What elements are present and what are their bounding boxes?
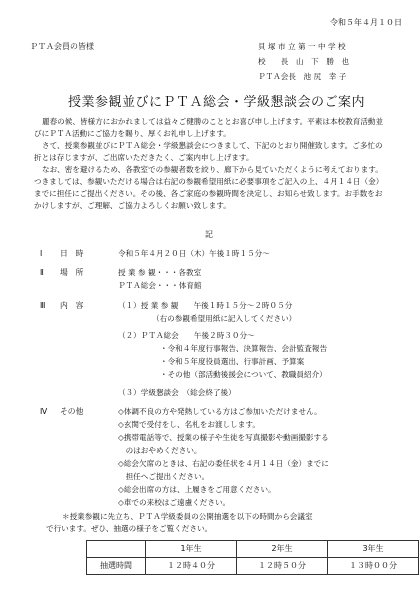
paragraph-greeting: 麗春の候、皆様方におかれましては益々ご健勝のこととお喜び申し上げます。平素は本校教育活動並びにＰＴＡ活動にご協力を賜り、厚くお礼申し上げます。	[34, 117, 384, 138]
item-place-label: 場 所	[60, 268, 84, 277]
table-row	[87, 558, 419, 575]
sender-school: 貝 塚 市 立 第 一 中 学 校	[258, 42, 346, 51]
item-other-number: Ⅳ	[40, 407, 48, 416]
ki-heading: 記	[205, 230, 213, 239]
lottery-time-table	[86, 540, 419, 575]
table-corner-cell	[87, 541, 146, 558]
row-header: 抽選時間	[87, 558, 146, 575]
column-header: 1年生	[146, 541, 237, 558]
content-sub2-bullet: ・令和４年度行事報告、決算報告、会計監査報告	[160, 344, 328, 353]
content-sub1-note: （右の参観希望用紙に記入してください）	[152, 314, 297, 323]
content-sub3: （３）学級懇談会 （総会終了後）	[118, 388, 236, 397]
recipient: ＰＴＡ会員の皆様	[30, 42, 94, 51]
content-sub2: （２）ＰＴＡ総会 午後２時３０分～	[118, 331, 255, 340]
item-content-label: 内 容	[60, 301, 84, 310]
footnote-line: ＊授業参観に先立ち、ＰＴＡ学級委員の公開抽選を以下の時間から会議室	[62, 512, 313, 521]
table-cell: １３時００分	[328, 558, 419, 575]
item-datetime-number: Ⅰ	[40, 249, 43, 258]
item-datetime-label: 日 時	[60, 249, 84, 258]
footnote-line: で行います。ぜひ、抽選の様子をご覧ください。	[46, 524, 213, 533]
other-line: ◇総会出席の方は、上履きをご用意ください。	[118, 485, 276, 494]
other-line: ◇携帯電話等で、授業の様子や生徒を写真撮影や動画撮影する	[118, 433, 329, 442]
table-header-row	[87, 541, 419, 558]
column-header: 2年生	[237, 541, 328, 558]
other-line: ◇玄関で受付をし、名札をお渡しします。	[118, 420, 260, 429]
item-datetime-value: 令和５年４月２０日（木）午後１時１５分～	[118, 249, 270, 258]
page-title: 授業参観並びにＰＴＡ総会・学級懇談会のご案内	[68, 95, 366, 110]
other-line: ◇車での来校はご遠慮ください。	[118, 498, 231, 507]
paragraph-announcement: さて、授業参観並びにＰＴＡ総会・学級懇談会につきまして、下記のとおり開催致します。ご多忙の折とは存じますが、ご出席いただきたく、ご案内申し上げます。	[34, 141, 383, 162]
table-cell: １２時５０分	[237, 558, 328, 575]
other-line: ◇総会欠席のときは、右記の委任状を４月１４日（金）までに	[118, 459, 329, 468]
other-line: のはおやめください。	[118, 446, 202, 455]
item-place-line: 授 業 参 観・・・各教室	[118, 268, 202, 277]
item-place-number: Ⅱ	[40, 268, 44, 277]
paragraph-notice: なお、密を避けるため、各教室での参観者数を絞り、廊下から見ていただくように考えております。つきましては、参観いただける場合は右記の参観希望用紙に必要事項をご記入の上、４月１４日（金）までに担任にご提出ください。その後、各ご家庭の参観時間を決定し、お知らせ致します。お手数をおかけしますが、ご理解、ご協力よろしくお願い致します。	[34, 165, 384, 210]
item-place-line: ＰＴＡ総会・・・体育館	[118, 281, 202, 290]
sender-principal: 校 長 山 下 勝 也	[258, 57, 350, 66]
content-sub2-bullet: ・その他（部活動後援会について、教職員紹介）	[160, 370, 327, 379]
other-line: 担任へご提出ください。	[118, 472, 210, 481]
content-sub2-bullet: ・令和５年度役員選出、行事計画、予算案	[160, 357, 305, 366]
content-sub1: （１）授 業 参 観 午後１時１５分～２時０５分	[118, 301, 293, 310]
item-content-number: Ⅲ	[40, 301, 46, 310]
table-cell: １２時４０分	[146, 558, 237, 575]
item-other-label: その他	[60, 407, 84, 416]
column-header: 3年生	[328, 541, 419, 558]
sender-pta: ＰＴＡ会長 池 尻 幸 子	[258, 72, 347, 81]
other-line: ◇体調不良の方や発熱している方はご参加いただけません。	[118, 407, 322, 416]
date: 令和５年４月１０日	[330, 18, 402, 27]
